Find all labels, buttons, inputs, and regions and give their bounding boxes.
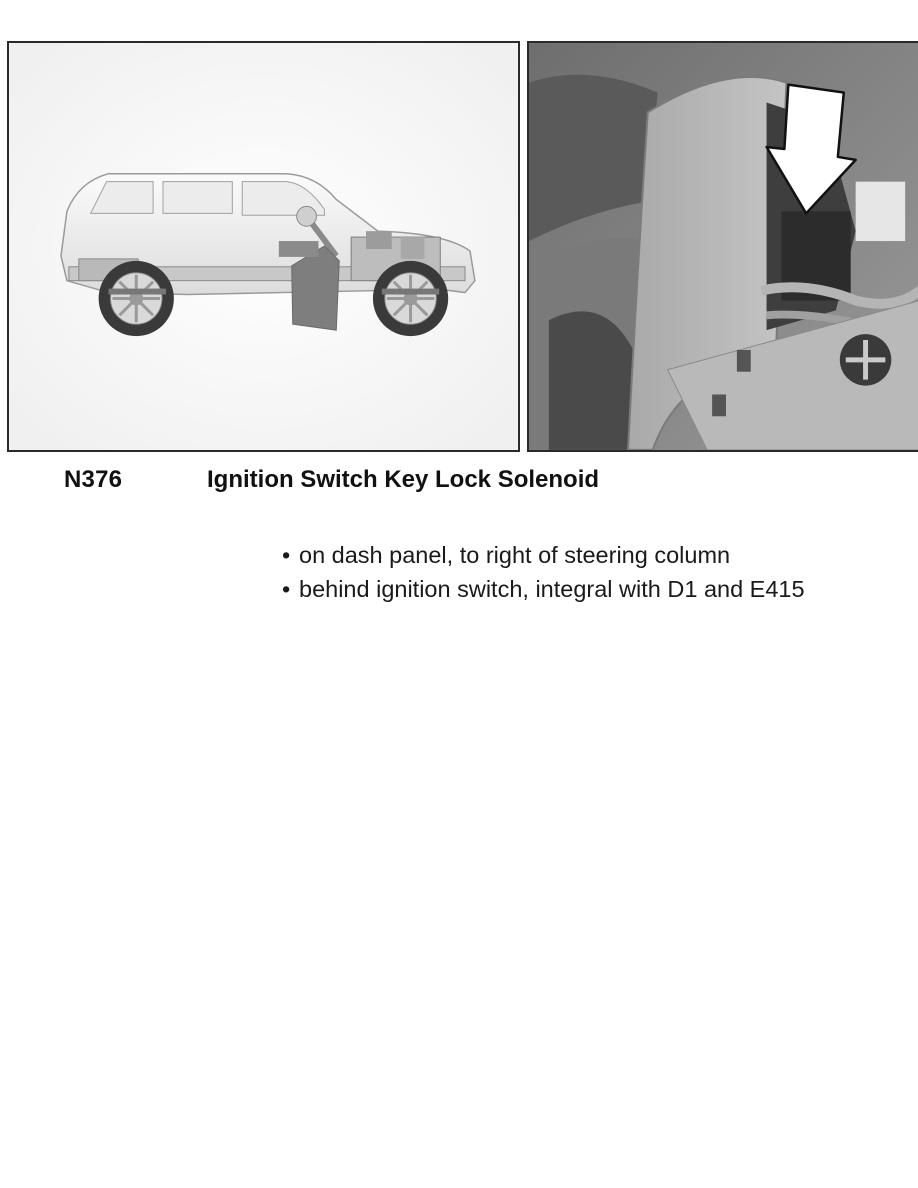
dash-photo-illustration [529,43,918,450]
vehicle-location-image [7,41,520,452]
component-code: N376 [64,466,123,493]
bullet-icon: • [282,576,291,602]
location-list [282,538,862,606]
component-title: Ignition Switch Key Lock Solenoid [207,466,600,493]
location-text: behind ignition switch, integral with D1 and E415 [299,576,805,602]
location-text: on dash panel, to right of steering column [299,542,731,568]
location-item [282,572,862,606]
location-item [282,538,862,572]
bullet-icon: • [282,542,291,568]
vehicle-illustration [9,43,518,450]
component-photo-image [527,41,918,452]
